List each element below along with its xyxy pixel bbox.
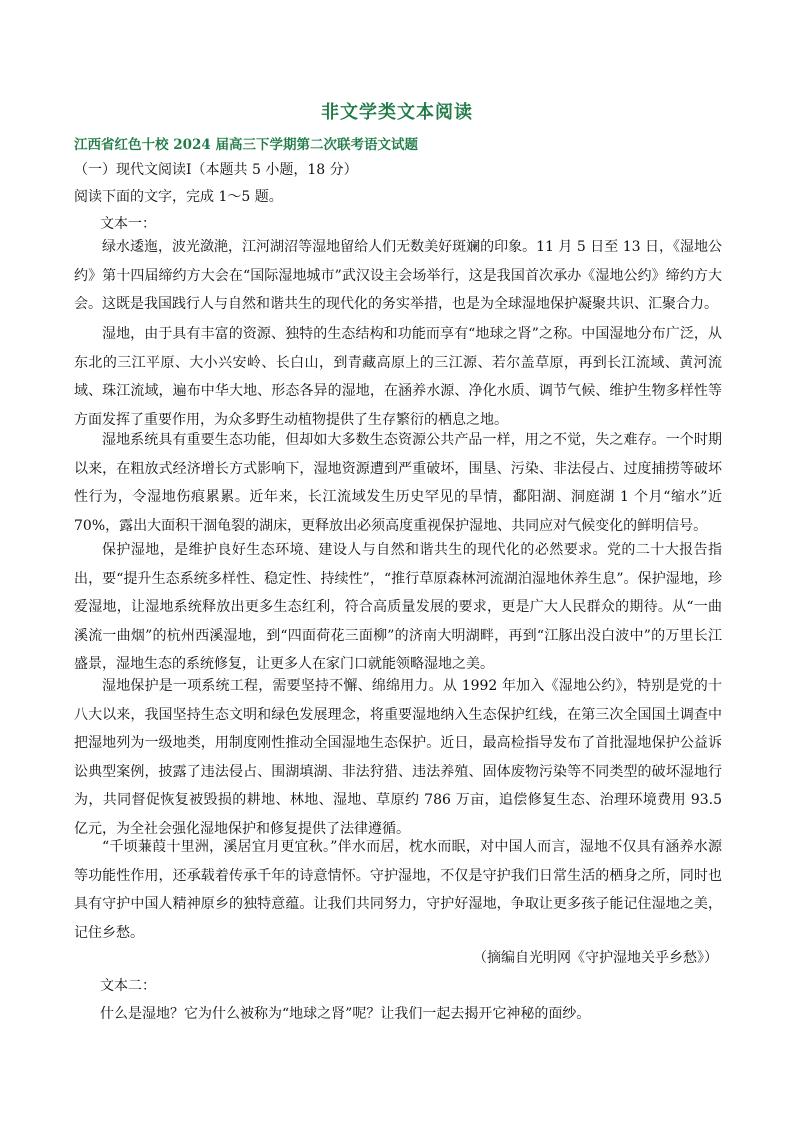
- citation: （摘编自光明网《守护湿地关乎乡愁》）: [473, 950, 718, 966]
- text2-heading: 文本二：: [100, 978, 156, 994]
- text1-heading: 文本一：: [100, 216, 156, 232]
- instruction-text: 阅读下面的文字，完成 1～5 题。: [74, 189, 283, 205]
- paragraph-4: 保护湿地，是维护良好生态环境、建设人与自然和谐共生的现代化的必然要求。党的二十大报告指出，要“提升生态系统多样性、稳定性、持续性”，“推行草原森林河流湖泊湿地休养生息”。保护湿地，珍爱湿地，让湿地系统释放出更多生态红利，符合高质量发展的要求，更是广大人民群众的期待。从“一曲溪流一曲烟”的杭州西溪湿地，到“四面荷花三面柳”的济南大明湖畔，再到“江豚出没白波中”的万里长江盛景，湿地生态的系统修复，让更多人在家门口就能领略湿地之美。: [74, 542, 722, 672]
- text2-intro: 什么是湿地？它为什么被称为“地球之肾”呢？让我们一起去揭开它神秘的面纱。: [100, 1006, 591, 1022]
- paragraph-5: 湿地保护是一项系统工程，需要坚持不懈、绵绵用力。从 1992 年加入《湿地公约》，特别是党的十八大以来，我国坚持生态文明和绿色发展理念，将重要湿地纳入生态保护红线，在第三次全国国土调查中把湿地列为一级地类，用制度刚性推动全国湿地生态保护。近日，最高检指导发布了首批湿地保护公益诉讼典型案例，披露了违法侵占、围湖填湖、非法狩猎、违法养殖、固体废物污染等不同类型的破坏湿地行为，共同督促恢复被毁损的耕地、林地、湿地、草原约 786 万亩，追偿修复生态、治理环境费用 93.5 亿元，为全社会强化湿地保护和修复提供了法律遵循。: [74, 678, 722, 837]
- paragraph-6: “千顷蒹葭十里洲，溪居宜月更宜秋。”伴水而居，枕水而眠，对中国人而言，湿地不仅具有涵养水源等功能性作用，还承载着传承千年的诗意情怀。守护湿地，不仅是守护我们日常生活的栖身之所，同时也具有守护中国人精神原乡的独特意蕴。让我们共同努力，守护好湿地，争取让更多孩子能记住湿地之美，记住乡愁。: [74, 839, 722, 941]
- paragraph-1: 绿水逶迤，波光潋滟，江河湖沼等湿地留给人们无数美好斑斓的印象。11 月 5 日至 13 日，《湿地公约》第十四届缔约方大会在“国际湿地城市”武汉设主会场举行，这是我国首次承办《湿地公约》缔约方大会。这既是我国践行人与自然和谐共生的现代化的务实举措，也是为全球湿地保护凝聚共识、汇聚合力。: [74, 239, 722, 312]
- page-title: 非文学类文本阅读: [321, 102, 473, 123]
- exam-source: 江西省红色十校 2024 届高三下学期第二次联考语文试题: [74, 137, 418, 153]
- paragraph-3: 湿地系统具有重要生态功能，但却如大多数生态资源公共产品一样，用之不觉，失之难存。一个时期以来，在粗放式经济增长方式影响下，湿地资源遭到严重破坏，围垦、污染、非法侵占、过度捕捞等破坏性行为，令湿地伤痕累累。近年来，长江流域发生历史罕见的旱情，鄱阳湖、洞庭湖 1 个月“缩水”近 70%，露出大面积干涸龟裂的湖床，更释放出必须高度重视保护湿地、共同应对气候变化的鲜明信号。: [74, 432, 722, 534]
- paragraph-2: 湿地，由于具有丰富的资源、独特的生态结构和功能而享有“地球之肾”之称。中国湿地分布广泛，从东北的三江平原、大小兴安岭、长白山，到青藏高原上的三江源、若尔盖草原，再到长江流域、黄河流域、珠江流域，遍布中华大地、形态各异的湿地，在涵养水源、净化水质、调节气候、维护生物多样性等方面发挥了重要作用，为众多野生动植物提供了生存繁衍的栖息之地。: [74, 326, 722, 428]
- section-heading: （一）现代文阅读Ⅰ（本题共 5 小题，18 分）: [74, 162, 358, 178]
